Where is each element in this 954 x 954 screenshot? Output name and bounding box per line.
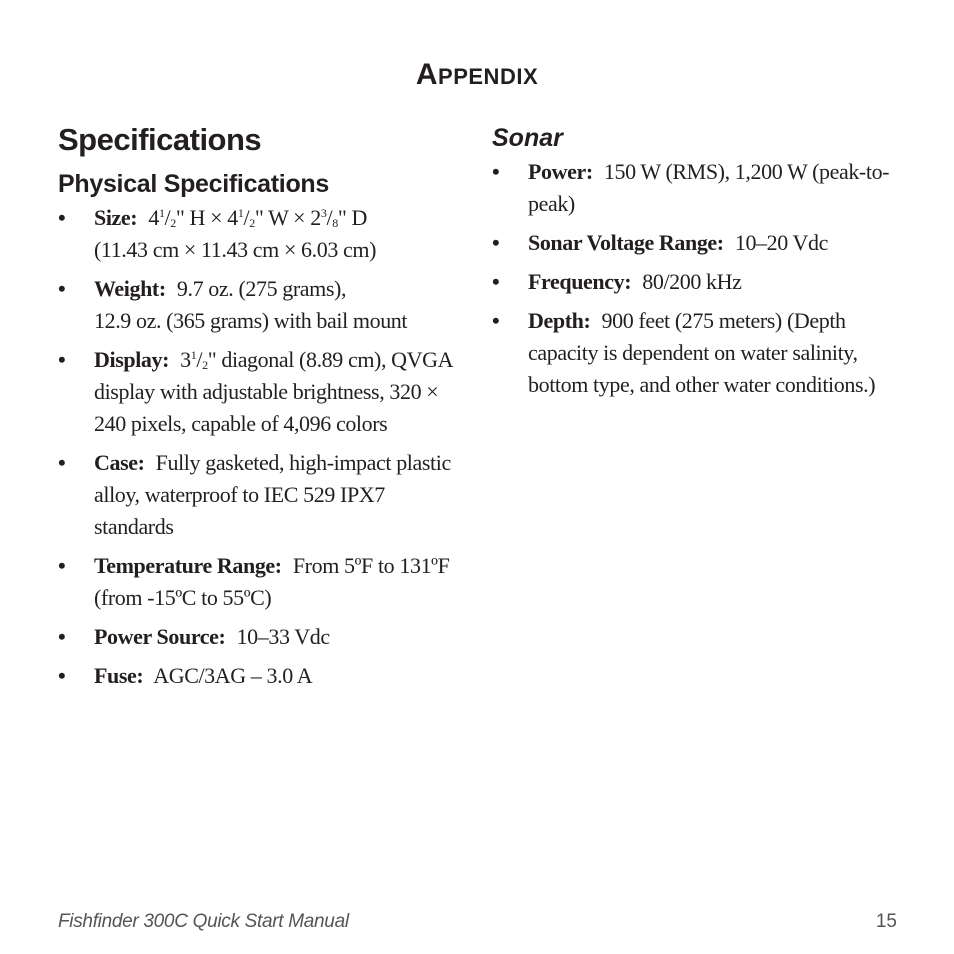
spec-label: Fuse: — [94, 663, 144, 688]
bullet: • — [492, 230, 500, 255]
spec-temperature-range — [58, 550, 458, 614]
fuse-text: AGC/3AG – 3.0 A — [153, 663, 313, 688]
temperature-text: From 5ºF to 131ºF (from -15ºC to 55ºC) — [94, 553, 450, 610]
chapter-title-initial: A — [415, 58, 439, 91]
chapter-title — [0, 58, 954, 92]
size-width-whole: 4 — [148, 205, 159, 230]
spec-fuse — [58, 660, 458, 692]
spec-label: Case: — [94, 450, 145, 475]
bullet: • — [58, 205, 66, 230]
spec-sonar-frequency — [492, 266, 892, 298]
spec-label: Depth: — [528, 308, 591, 333]
bullet: • — [58, 450, 66, 475]
bullet: • — [58, 624, 66, 649]
spec-label: Frequency: — [528, 269, 632, 294]
physical-specifications-heading: Physical Specifications — [58, 170, 329, 198]
sonar-depth-text: 900 feet (275 meters) (Depth capacity is dependent on water salinity, bottom type, and other water conditions.) — [528, 308, 876, 397]
display-text: " diagonal (8.89 cm), QVGA display with adjustable brightness, 320 × 240 pixels, capable of 4,096 colors — [94, 347, 452, 436]
sonar-frequency-text: 80/200 kHz — [642, 269, 742, 294]
size-width-denominator: 2 — [170, 216, 176, 230]
spec-sonar-power — [492, 156, 892, 220]
footer-page-number: 15 — [875, 911, 897, 932]
weight-line-1: 9.7 oz. (275 grams), — [176, 276, 347, 301]
size-separator-d: " D — [337, 205, 367, 230]
sonar-specifications-list — [492, 156, 892, 408]
size-metric: (11.43 cm × 11.43 cm × 6.03 cm) — [94, 237, 377, 262]
size-separator-h: " H × — [175, 205, 228, 230]
weight-line-2: 12.9 oz. (365 grams) with bail mount — [94, 308, 408, 333]
spec-label: Display: — [94, 347, 170, 372]
bullet: • — [492, 308, 500, 333]
size-separator-w: " W × — [254, 205, 311, 230]
size-width-numerator: 1 — [158, 206, 165, 220]
size-depth-whole: 2 — [310, 205, 321, 230]
bullet: • — [58, 663, 66, 688]
sonar-heading: Sonar — [492, 124, 563, 152]
spec-power-source — [58, 621, 458, 653]
bullet: • — [58, 347, 66, 372]
display-size-whole: 3 — [180, 347, 191, 372]
spec-sonar-voltage-range — [492, 227, 892, 259]
size-height-whole: 4 — [227, 205, 238, 230]
size-depth-numerator: 3 — [320, 206, 327, 220]
sonar-voltage-text: 10–20 Vdc — [734, 230, 828, 255]
size-height-denominator: 2 — [249, 216, 255, 230]
spec-size: • Size: $4^1/_2$" $H \times 4^1/_2$" $W \times 2^3/_8$" D (11.43 cm × 11.43 cm × 6.03 cm) — [58, 202, 458, 266]
sonar-power-text: 150 W (RMS), 1,200 W (peak-to-peak) — [528, 159, 890, 216]
footer-manual-title: Fishfinder 300C Quick Start Manual — [58, 911, 349, 932]
display-size-denominator: 2 — [202, 358, 208, 372]
size-depth-denominator: 8 — [332, 216, 338, 230]
bullet: • — [492, 159, 500, 184]
spec-label: Size: — [94, 205, 138, 230]
chapter-title-rest: PPENDIX — [438, 64, 539, 89]
spec-label: Power: — [528, 159, 593, 184]
case-text: Fully gasketed, high-impact plastic alloy, waterproof to IEC 529 IPX7 standards — [94, 450, 451, 539]
spec-label: Sonar Voltage Range: — [528, 230, 724, 255]
spec-label: Weight: — [94, 276, 166, 301]
bullet: • — [492, 269, 500, 294]
spec-case — [58, 447, 458, 543]
spec-weight — [58, 273, 458, 337]
bullet: • — [58, 553, 66, 578]
spec-label: Temperature Range: — [94, 553, 282, 578]
physical-specifications-list — [58, 202, 458, 699]
spec-label: Power Source: — [94, 624, 226, 649]
display-size-numerator: 1 — [190, 348, 197, 362]
size-height-numerator: 1 — [237, 206, 244, 220]
page-title: Specifications — [58, 122, 262, 157]
spec-display: • Display: $3^1/_2$" diagonal (8.89 cm), QVGA display with adjustable brightness, 320 × 240 pixels, capable of 4,096 colors — [58, 344, 458, 440]
bullet: • — [58, 276, 66, 301]
spec-sonar-depth — [492, 305, 892, 401]
power-source-text: 10–33 Vdc — [236, 624, 330, 649]
